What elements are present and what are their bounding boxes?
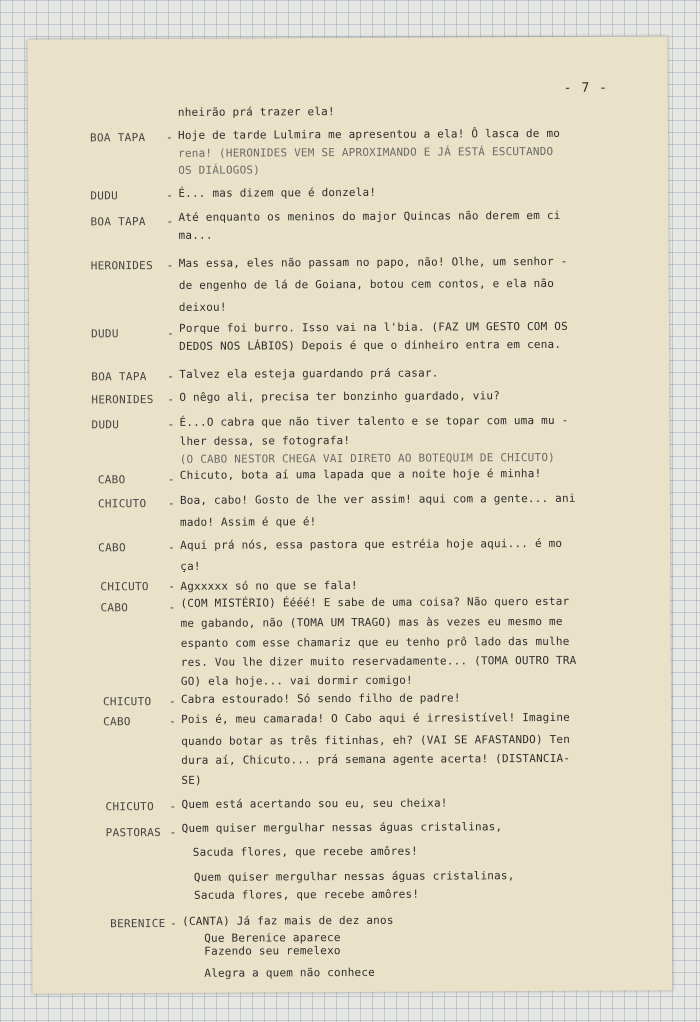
speaker-name: BOA TAPA bbox=[91, 370, 147, 384]
speaker-dash: - bbox=[166, 214, 174, 228]
speaker-name: CHICUTO bbox=[97, 497, 147, 511]
speaker-name: DUDU bbox=[90, 189, 119, 203]
script-line: (CANTA) Já faz mais de dez anos bbox=[182, 913, 394, 928]
script-line: Alegra a quem não conhece bbox=[204, 965, 376, 980]
script-line: res. Vou lhe dizer muito reservadamente... (TOMA OUTRO TRA bbox=[180, 653, 577, 669]
script-line: Boa, cabo! Gosto de lhe ver assim! aqui com a gente... ani bbox=[179, 491, 576, 507]
script-line: Aqui prá nós, essa pastora que estréia hoje aqui... é mo bbox=[180, 536, 563, 552]
script-line: Hoje de tarde Lulmira me apresentou a ela! Ô lasca de mo bbox=[177, 126, 561, 142]
script-line: É... mas dizem que é donzela! bbox=[178, 185, 377, 200]
script-line: espanto com esse chamariz que eu tenho prô lado das mulhe bbox=[180, 634, 570, 650]
speaker-name: CHICUTO bbox=[100, 580, 149, 594]
speaker-dash: - bbox=[167, 472, 175, 486]
speaker-dash: - bbox=[167, 369, 174, 383]
speaker-dash: - bbox=[170, 916, 177, 930]
script-line: Mas essa, eles não passam no papo, não! Olhe, um senhor - bbox=[178, 254, 568, 270]
script-line: OS DIÁLOGOS) bbox=[178, 163, 261, 177]
speaker-dash: - bbox=[169, 714, 176, 728]
speaker-dash: - bbox=[168, 579, 176, 593]
speaker-dash: - bbox=[168, 540, 175, 554]
speaker-name: CABO bbox=[97, 473, 126, 487]
speaker-dash: - bbox=[167, 417, 175, 431]
script-line: mado! Assim é que é! bbox=[180, 515, 317, 529]
speaker-name: CABO bbox=[103, 715, 131, 729]
script-line: de engenho de lá de Goiana, botou cem contos, e ela não bbox=[178, 276, 555, 292]
script-line: Chicuto, bota aí uma lapada que a noite hoje é minha! bbox=[179, 466, 542, 482]
speaker-name: CABO bbox=[100, 601, 129, 615]
script-line: É...O cabra que não tiver talento e se topar com uma mu - bbox=[179, 413, 569, 429]
speaker-dash: - bbox=[166, 258, 174, 272]
speaker-dash: - bbox=[165, 130, 173, 144]
script-line: Agxxxxx só no que se fala! bbox=[180, 578, 358, 593]
script-line: Sacuda flores, que recebe amôres! bbox=[193, 887, 420, 902]
speaker-name: PASTORAS bbox=[105, 825, 162, 840]
script-line: lher dessa, se fotografa! bbox=[179, 433, 351, 448]
script-line: Talvez ela esteja guardando prá casar. bbox=[179, 366, 439, 381]
speaker-name: BOA TAPA bbox=[89, 131, 146, 145]
speaker-name: BERENICE bbox=[110, 916, 166, 931]
script-line: O nêgo ali, precisa ter bonzinho guardado, viu? bbox=[179, 389, 501, 404]
script-line: (COM MISTÉRIO) Éééé! E sabe de uma coisa? Não quero estar bbox=[180, 594, 570, 610]
script-line: quando botar as três fitinhas, eh? (VAI SE AFASTANDO) Ten bbox=[181, 732, 571, 748]
speaker-dash: - bbox=[168, 694, 176, 708]
speaker-dash: - bbox=[167, 496, 175, 510]
script-line: me gabando, não (TOMA UM TRAGO) mas às vezes eu mesmo me bbox=[180, 614, 563, 630]
script-line: ça! bbox=[180, 559, 201, 573]
speaker-name: HERONIDES bbox=[90, 259, 154, 273]
speaker-dash: - bbox=[168, 600, 176, 614]
script-line: SE) bbox=[181, 773, 202, 787]
script-line: GO) ela hoje... vai dormir comigo! bbox=[180, 673, 413, 688]
speaker-name: DUDU bbox=[91, 418, 120, 432]
script-line: Porque foi burro. Isso vai na l'bia. (FAZ UM GESTO COM OS bbox=[178, 319, 568, 335]
script-line: deixou! bbox=[178, 300, 227, 314]
script-line: rena! (HERONIDES VEM SE APROXIMANDO E JÁ ESTÁ ESCUTANDO bbox=[178, 144, 554, 160]
script-line: Cabra estourado! Só sendo filho de padre! bbox=[180, 691, 461, 706]
speaker-name: HERONIDES bbox=[91, 393, 154, 407]
script-line: Até enquanto os meninos do major Quincas não derem em ci bbox=[178, 208, 561, 224]
speaker-name: CHICUTO bbox=[102, 695, 152, 709]
script-line: (O CABO NESTOR CHEGA VAI DIRETO AO BOTEQUIM DE CHICUTO) bbox=[179, 450, 555, 466]
speaker-dash: - bbox=[169, 825, 177, 839]
speaker-name: DUDU bbox=[91, 327, 119, 341]
speaker-name: BOA TAPA bbox=[90, 215, 146, 229]
speaker-name: CABO bbox=[98, 541, 126, 555]
script-line: ma... bbox=[178, 228, 213, 242]
speaker-dash: - bbox=[167, 392, 175, 406]
speaker-name: CHICUTO bbox=[105, 800, 155, 814]
speaker-dash: - bbox=[166, 188, 173, 202]
script-line: Quem quiser mergulhar nessas águas cristalinas, bbox=[181, 820, 503, 835]
script-line: Fazendo seu remelexo bbox=[204, 944, 341, 958]
script-line: DEDOS NOS LÁBIOS) Depois é que o dinheiro entra em cena. bbox=[179, 337, 562, 353]
script-line: dura aí, Chicuto... prá semana agente acerta! (DISTANCIA- bbox=[181, 751, 571, 767]
script-line: Quem quiser mergulhar nessas águas cristalinas, bbox=[193, 869, 515, 884]
script-line: Sacuda flores, que recebe amôres! bbox=[192, 844, 418, 859]
script-line: nheirão prá trazer ela! bbox=[177, 105, 335, 119]
speaker-dash: - bbox=[169, 799, 177, 813]
script-line: Que Berenice aparece bbox=[204, 931, 341, 945]
document-page bbox=[28, 36, 673, 993]
page-number: - 7 - bbox=[563, 80, 608, 96]
speaker-dash: - bbox=[167, 326, 174, 340]
script-line: Pois é, meu camarada! O Cabo aqui é irresistível! Imagine bbox=[181, 710, 570, 726]
script-body bbox=[28, 36, 668, 980]
script-line: Quem está acertando sou eu, seu cheixa! bbox=[181, 796, 448, 811]
